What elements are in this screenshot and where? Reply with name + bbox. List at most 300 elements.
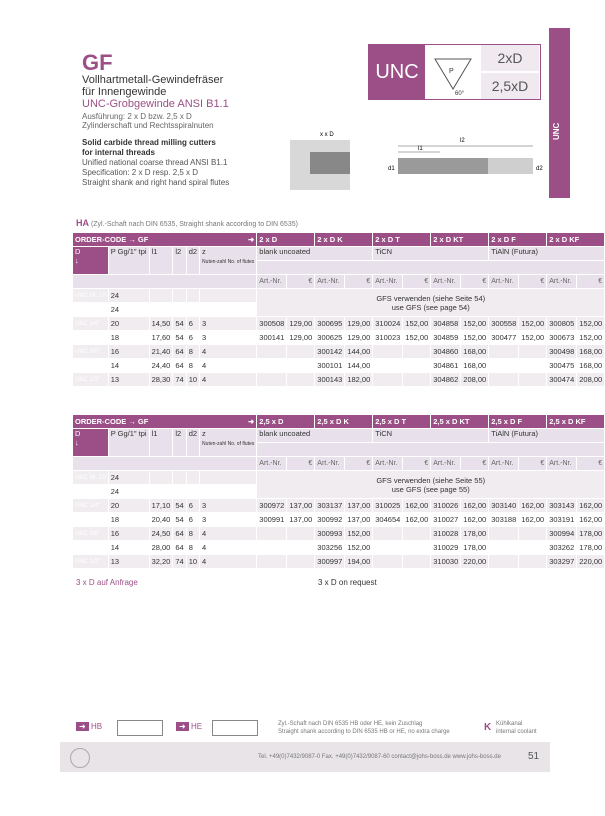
cell: 6	[186, 513, 199, 527]
de-title-line2: für Innengewinde	[82, 86, 167, 98]
cell: 300498	[547, 345, 577, 359]
de-subtitle: UNC-Grobgewinde ANSI B1.1	[82, 98, 229, 110]
cell: 74	[173, 555, 186, 569]
hb-label: HB	[90, 722, 103, 731]
eur-header: €	[345, 275, 373, 289]
cell	[149, 303, 173, 317]
cell: 162,00	[403, 513, 431, 527]
cell	[200, 471, 257, 485]
eur-header: €	[577, 457, 605, 471]
cell: 300805	[547, 317, 577, 331]
cell: 152,00	[577, 331, 605, 345]
he-label: HE	[190, 722, 203, 731]
cell: 300625	[315, 331, 345, 345]
cell: 129,00	[345, 317, 373, 331]
cell: 4	[200, 527, 257, 541]
cell: 24	[108, 485, 149, 499]
cell: 28,00	[149, 541, 173, 555]
cell	[519, 527, 547, 541]
product-code: GF	[82, 50, 113, 75]
eur-header: €	[403, 457, 431, 471]
cell: 14,50	[149, 317, 173, 331]
cell	[403, 541, 431, 555]
cell: 4	[200, 555, 257, 569]
cell: 300994	[547, 527, 577, 541]
cell: 300991	[257, 513, 287, 527]
cell: 178,00	[577, 541, 605, 555]
art-header: Art.-Nr.	[315, 275, 345, 289]
cell	[403, 373, 431, 387]
variant-col-4: 2,5 x D F	[489, 415, 547, 429]
cell: 220,00	[461, 555, 489, 569]
size-label: UNC 1/4"	[73, 499, 109, 513]
cell	[257, 541, 287, 555]
cell	[200, 289, 257, 303]
cell	[373, 555, 403, 569]
cell: 24,40	[149, 359, 173, 373]
cell	[200, 303, 257, 317]
side-tab	[549, 28, 570, 198]
coolant-text	[496, 720, 537, 736]
cell	[519, 345, 547, 359]
cell: 300558	[489, 317, 519, 331]
dim-xd: x x D	[320, 132, 334, 138]
table-row	[73, 499, 605, 513]
tool-drawing	[290, 128, 550, 198]
profile-p: P	[449, 68, 454, 75]
cell: 54	[173, 499, 186, 513]
de-spec-2: Zylinderschaft und Rechtsspiralnuten	[82, 121, 214, 130]
cell	[257, 373, 287, 387]
cell: 129,00	[287, 331, 315, 345]
size-label: UNC Nr. 12	[73, 303, 109, 317]
eur-header: €	[519, 457, 547, 471]
cell: 304862	[431, 373, 461, 387]
cell	[519, 541, 547, 555]
cell: 300673	[547, 331, 577, 345]
cell	[149, 289, 173, 303]
cell	[489, 359, 519, 373]
shank-text	[278, 720, 450, 736]
cell: 24	[108, 303, 149, 317]
variant-col-1: 2,5 x D K	[315, 415, 373, 429]
table-row	[73, 471, 605, 485]
cell: 300972	[257, 499, 287, 513]
cell	[373, 345, 403, 359]
cell: 300474	[547, 373, 577, 387]
cell: 178,00	[461, 541, 489, 555]
coating-blank: blank uncoated	[257, 247, 373, 261]
price-table-25xd	[72, 414, 605, 569]
cell: 32,20	[149, 555, 173, 569]
cell: 3	[200, 317, 257, 331]
eur-header: €	[461, 275, 489, 289]
size-label: UNC 1/2"	[73, 555, 109, 569]
col-p: P Gg/1" tpi	[108, 429, 149, 457]
cell	[173, 471, 186, 485]
shank-he	[176, 722, 202, 731]
cell: 6	[186, 499, 199, 513]
cell: 152,00	[461, 317, 489, 331]
art-header: Art.-Nr.	[257, 457, 287, 471]
cell: 168,00	[577, 359, 605, 373]
cell: 303256	[315, 541, 345, 555]
cell: 300993	[315, 527, 345, 541]
coating-blank: blank uncoated	[257, 429, 373, 443]
note-de: 3 x D auf Anfrage	[76, 578, 138, 587]
cell: 152,00	[345, 527, 373, 541]
cell: 168,00	[461, 345, 489, 359]
cell: 162,00	[403, 499, 431, 513]
col-l1: l1	[149, 429, 173, 457]
cell: 152,00	[577, 317, 605, 331]
cell: 310025	[373, 499, 403, 513]
cell	[257, 527, 287, 541]
cell: 137,00	[345, 513, 373, 527]
col-z: z Nuten-zahl No. of flutes	[200, 429, 257, 457]
cell	[287, 345, 315, 359]
size-label: UNC Nr. 10	[73, 471, 109, 485]
size-label: UNC 3/8"	[73, 527, 109, 541]
cell: 54	[173, 513, 186, 527]
cell: 14	[108, 541, 149, 555]
cell	[519, 555, 547, 569]
art-header: Art.-Nr.	[373, 457, 403, 471]
eur-header: €	[403, 275, 431, 289]
en-title-1: Solid carbide thread milling cutters	[82, 138, 216, 147]
logo-icon	[70, 748, 90, 768]
cell: 303297	[547, 555, 577, 569]
cell: 168,00	[577, 345, 605, 359]
shank-en: Straight shank according to DIN 6535 HB or HE, no extra charge	[278, 729, 450, 735]
cell: 24	[108, 289, 149, 303]
cell: 129,00	[345, 331, 373, 345]
order-code: ORDER-CODE → GF ➜	[73, 415, 257, 429]
thread-profile-icon	[425, 45, 481, 99]
arrow-icon: ➜	[76, 722, 89, 731]
standard-box	[368, 44, 541, 100]
cell: 137,00	[345, 499, 373, 513]
dim-d2: d2	[536, 166, 543, 172]
art-header: Art.-Nr.	[547, 275, 577, 289]
cell	[173, 289, 186, 303]
cell: 16	[108, 345, 149, 359]
table-row	[73, 317, 605, 331]
profile-angle: 60°	[455, 91, 465, 97]
cell	[489, 555, 519, 569]
col-p: P Gg/1" tpi	[108, 247, 149, 275]
cell: 54	[173, 331, 186, 345]
shank-hb	[76, 722, 102, 731]
table-row	[73, 359, 605, 373]
eur-header: €	[461, 457, 489, 471]
cell: 24,50	[149, 527, 173, 541]
de-title-line1: Vollhartmetall-Gewindefräser	[82, 74, 224, 86]
en-spec-2: Specification: 2 x D resp. 2,5 x D	[82, 168, 199, 177]
ratio-2: 2,5xD	[481, 73, 539, 99]
size-label: UNC 5/16"	[73, 513, 109, 527]
cell	[519, 373, 547, 387]
col-d: D ↓	[73, 429, 109, 457]
cell	[489, 373, 519, 387]
cell: 162,00	[461, 499, 489, 513]
arrow-icon: ➜	[176, 722, 189, 731]
cell: 129,00	[287, 317, 315, 331]
cell: 6	[186, 331, 199, 345]
coating-ticn: TiCN	[373, 247, 489, 261]
cell	[186, 303, 199, 317]
cell	[489, 345, 519, 359]
cell: 64	[173, 541, 186, 555]
cell	[200, 485, 257, 499]
cell	[373, 527, 403, 541]
cell	[186, 471, 199, 485]
cell	[149, 471, 173, 485]
cell: 18	[108, 331, 149, 345]
table-row	[73, 527, 605, 541]
cell: 208,00	[577, 373, 605, 387]
cell: 13	[108, 373, 149, 387]
en-title-2: for internal threads	[82, 148, 155, 157]
table-row	[73, 555, 605, 569]
variant-col-3: 2,5 x D KT	[431, 415, 489, 429]
cell: 300477	[489, 331, 519, 345]
cell: 300101	[315, 359, 345, 373]
variant-col-0: 2 x D	[257, 233, 315, 247]
cell: 162,00	[461, 513, 489, 527]
cell	[519, 359, 547, 373]
cell	[257, 345, 287, 359]
standard-label: UNC	[369, 45, 425, 99]
eur-header: €	[287, 275, 315, 289]
art-header: Art.-Nr.	[431, 457, 461, 471]
cell: 162,00	[519, 499, 547, 513]
contact-line: Tel. +49(0)7432/9087-0 Fax. +49(0)7432/9087-60 contact@johs-boss.de www.johs-boss.de	[258, 754, 501, 760]
k-en: internal coolant	[496, 729, 537, 735]
cell: 162,00	[519, 513, 547, 527]
cell	[257, 359, 287, 373]
ha-note	[76, 218, 298, 228]
cell: 303262	[547, 541, 577, 555]
cell	[287, 527, 315, 541]
col-l1: l1	[149, 247, 173, 275]
price-table-2xd	[72, 232, 605, 387]
cell	[173, 303, 186, 317]
variant-col-2: 2,5 x D T	[373, 415, 431, 429]
cell: 152,00	[403, 331, 431, 345]
cell: 144,00	[345, 359, 373, 373]
cell: 300997	[315, 555, 345, 569]
eur-header: €	[345, 457, 373, 471]
variant-col-1: 2 x D K	[315, 233, 373, 247]
variant-col-5: 2 x D KF	[547, 233, 605, 247]
cell: 4	[200, 345, 257, 359]
cell: 304861	[431, 359, 461, 373]
eur-header: €	[577, 275, 605, 289]
variant-col-2: 2 x D T	[373, 233, 431, 247]
he-shank-icon	[212, 720, 258, 736]
cell	[373, 541, 403, 555]
coating-tialn: TiAlN (Futura)	[489, 247, 605, 261]
coating-ticn: TiCN	[373, 429, 489, 443]
table-row	[73, 289, 605, 303]
cell: 162,00	[577, 513, 605, 527]
cell: 21,40	[149, 345, 173, 359]
order-code: ORDER-CODE → GF ➜	[73, 233, 257, 247]
cell: 303140	[489, 499, 519, 513]
cell: 3	[200, 513, 257, 527]
cell: 304860	[431, 345, 461, 359]
cell: 8	[186, 345, 199, 359]
variant-col-0: 2,5 x D	[257, 415, 315, 429]
art-header: Art.-Nr.	[547, 457, 577, 471]
cell	[403, 359, 431, 373]
art-header: Art.-Nr.	[489, 457, 519, 471]
cell: 20,40	[149, 513, 173, 527]
col-d: D ↓	[73, 247, 109, 275]
note-en: 3 x D on request	[318, 578, 377, 587]
cell: 310026	[431, 499, 461, 513]
cell: 64	[173, 345, 186, 359]
coating-tialn: TiAlN (Futura)	[489, 429, 605, 443]
eur-header: €	[287, 457, 315, 471]
dim-l2: l2	[460, 138, 465, 144]
ha-label: HA	[76, 218, 89, 228]
cell: 152,00	[345, 541, 373, 555]
k-de: Kühlkanal	[496, 721, 523, 727]
cell: 304654	[373, 513, 403, 527]
cell: 310024	[373, 317, 403, 331]
size-label: UNC Nr. 12	[73, 485, 109, 499]
cell: 16	[108, 527, 149, 541]
cell: 54	[173, 317, 186, 331]
cell: 4	[200, 541, 257, 555]
size-label: UNC 5/16"	[73, 331, 109, 345]
cell: 220,00	[577, 555, 605, 569]
cell: 8	[186, 527, 199, 541]
cell	[287, 373, 315, 387]
cell: 310027	[431, 513, 461, 527]
cell: 14	[108, 359, 149, 373]
en-spec-3: Straight shank and right hand spiral flutes	[82, 178, 230, 187]
cell: 10	[186, 373, 199, 387]
cell: 64	[173, 527, 186, 541]
cell: 162,00	[577, 499, 605, 513]
ratio-1: 2xD	[481, 45, 539, 71]
cell	[287, 359, 315, 373]
dim-l1: l1	[418, 146, 423, 152]
cell: 182,00	[345, 373, 373, 387]
k-label: K	[484, 722, 492, 733]
cell: 303188	[489, 513, 519, 527]
art-header: Art.-Nr.	[257, 275, 287, 289]
cell: 300992	[315, 513, 345, 527]
cell	[373, 359, 403, 373]
col-d2: d2	[186, 429, 199, 457]
cell: 178,00	[577, 527, 605, 541]
gfs-note: GFS verwenden (siehe Seite 54) use GFS (see page 54)	[257, 289, 605, 317]
cell: 310030	[431, 555, 461, 569]
cell: 310029	[431, 541, 461, 555]
cell	[403, 345, 431, 359]
cell: 300695	[315, 317, 345, 331]
hb-shank-icon	[117, 720, 163, 736]
cell: 4	[200, 373, 257, 387]
cell	[403, 527, 431, 541]
cell: 24	[108, 471, 149, 485]
cell: 152,00	[519, 317, 547, 331]
cell	[149, 485, 173, 499]
size-label: UNC 1/4"	[73, 317, 109, 331]
art-header: Art.-Nr.	[373, 275, 403, 289]
cell	[173, 485, 186, 499]
variant-col-3: 2 x D KT	[431, 233, 489, 247]
cell	[489, 527, 519, 541]
cell: 300141	[257, 331, 287, 345]
table-row	[73, 373, 605, 387]
cell: 28,30	[149, 373, 173, 387]
cell: 10	[186, 555, 199, 569]
cell: 6	[186, 317, 199, 331]
cell: 310023	[373, 331, 403, 345]
size-label: UNC 3/8"	[73, 345, 109, 359]
cell: 74	[173, 373, 186, 387]
cell: 137,00	[287, 499, 315, 513]
cell: 194,00	[345, 555, 373, 569]
art-header: Art.-Nr.	[489, 275, 519, 289]
table-row	[73, 541, 605, 555]
cell: 310028	[431, 527, 461, 541]
cell: 17,60	[149, 331, 173, 345]
cell: 3	[200, 331, 257, 345]
cell: 152,00	[519, 331, 547, 345]
gfs-note: GFS verwenden (siehe Seite 55) use GFS (see page 55)	[257, 471, 605, 499]
cell	[373, 373, 403, 387]
cell: 8	[186, 359, 199, 373]
cell: 13	[108, 555, 149, 569]
variant-col-4: 2 x D F	[489, 233, 547, 247]
col-l2: l2	[173, 247, 186, 275]
cell: 20	[108, 499, 149, 513]
cell: 3	[200, 499, 257, 513]
de-title	[82, 74, 229, 188]
cell: 304858	[431, 317, 461, 331]
cell: 168,00	[461, 359, 489, 373]
cell: 300508	[257, 317, 287, 331]
cell: 8	[186, 541, 199, 555]
cell	[489, 541, 519, 555]
cell: 303191	[547, 513, 577, 527]
cell: 303143	[547, 499, 577, 513]
cell: 4	[200, 359, 257, 373]
cell: 152,00	[403, 317, 431, 331]
variant-col-5: 2,5 x D KF	[547, 415, 605, 429]
cell: 303137	[315, 499, 345, 513]
cell: 144,00	[345, 345, 373, 359]
cell: 304859	[431, 331, 461, 345]
cell: 64	[173, 359, 186, 373]
cell: 152,00	[461, 331, 489, 345]
cell: 18	[108, 513, 149, 527]
cell	[186, 485, 199, 499]
col-l2: l2	[173, 429, 186, 457]
cell: 208,00	[461, 373, 489, 387]
cell: 300143	[315, 373, 345, 387]
size-label: UNC Nr. 10	[73, 289, 109, 303]
art-header: Art.-Nr.	[431, 275, 461, 289]
size-label: UNC 1/2"	[73, 373, 109, 387]
col-d2: d2	[186, 247, 199, 275]
